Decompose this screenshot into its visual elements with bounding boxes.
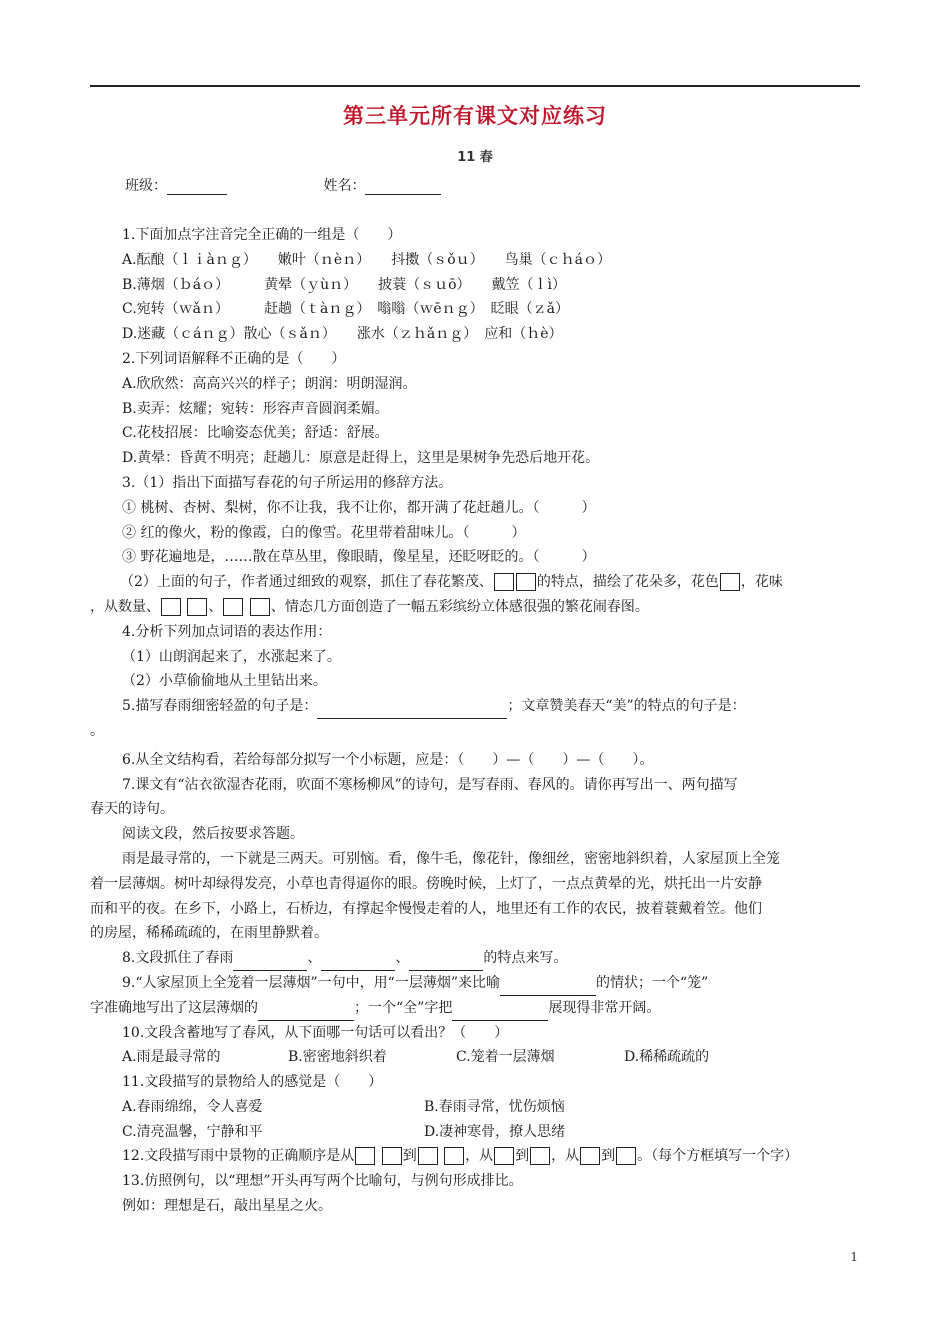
q2-option-d: D.黄晕：昏黄不明亮；赶趟儿：原意是赶得上，这里是果树争先恐后地开花。 [122, 450, 600, 467]
q1-option-d: D.迷藏（ｃáｎｇ）散心（ｓǎｎ） 涨水（ｚｈǎｎｇ） 应和（ｈè） [122, 326, 563, 343]
class-blank[interactable] [167, 180, 227, 195]
q12-text-g: 。（每个方框填写一个字） [637, 1148, 799, 1165]
q3-part2-text-b: 的特点，描绘了花朵多，花色 [536, 574, 719, 591]
q3-part2-line2 [90, 595, 862, 620]
answer-blank[interactable] [321, 955, 395, 971]
q11-option-c: C.清亮温馨，宁静和平 [122, 1123, 263, 1140]
q5-text-a: 5.描写春雨细密轻盈的句子是： [122, 698, 318, 715]
q9-text-e: 展现得非常开阔。 [548, 999, 661, 1016]
answer-box[interactable] [616, 1147, 636, 1165]
q3-part2-text-e: 、 [208, 598, 223, 615]
answer-box[interactable] [187, 598, 207, 616]
q3-part2-line1 [120, 570, 862, 595]
q10-option-a: A.雨是最寻常的 [122, 1049, 221, 1066]
answer-box[interactable] [720, 573, 740, 591]
answer-blank[interactable] [409, 955, 483, 971]
q10-stem: 10.文段含蓄地写了春风，从下面哪一句话可以看出？（ ） [122, 1024, 509, 1041]
q13-line: 13.仿照例句，以“理想”开头再写两个比喻句，与例句形成排比。 [122, 1173, 523, 1190]
q9-line-2 [90, 996, 862, 1021]
q4-stem: 4.分析下列加点词语的表达作用： [122, 623, 332, 640]
answer-blank[interactable] [233, 955, 307, 971]
q9-text-d: ；一个“全”字把 [354, 999, 453, 1016]
q1-stem: 1.下面加点字注音完全正确的一组是（ ） [122, 227, 402, 243]
q9-text-b: 的情状；一个“笼” [596, 974, 709, 991]
answer-box[interactable] [494, 1147, 514, 1165]
q1-option-b: B.薄烟（ｂáｏ） 黄晕（ｙùｎ） 披蓑（ｓｕō） 戴笠（ｌì） [122, 276, 567, 293]
q11-stem: 11.文段描写的景物给人的感觉是（ ） [122, 1074, 383, 1091]
q12-text-d: 到 [515, 1148, 530, 1165]
passage-line-2: 着一层薄烟。树叶却绿得发亮，小草也青得逼你的眼。傍晚时候，上灯了，一点点黄晕的光，烘托出一片安静 [90, 875, 762, 892]
q5-text-b: ；文章赞美春天“美”的特点的句子是： [507, 698, 746, 715]
passage-line-4: 的房屋，稀稀疏疏的，在雨里静默着。 [90, 925, 328, 942]
q8-text-d: 的特点来写。 [483, 950, 568, 967]
q5-end: 。 [90, 722, 104, 739]
q2-option-c: C.花枝招展：比喻姿态优美；舒适：舒展。 [122, 425, 389, 442]
q4-item-1: （1）山朗润起来了，水涨起来了。 [122, 648, 341, 665]
q3-sentence-2: ② 红的像火，粉的像霞，白的像雪。花里带着甜味儿。（ ） [122, 524, 526, 541]
q3-stem: 3.（1）指出下面描写春花的句子所运用的修辞方法。 [122, 474, 453, 491]
q8-text-a: 8.文段抓住了春雨 [122, 950, 234, 967]
q7-line-1: 7.课文有“沾衣欲湿杏花雨，吹面不寒杨柳风”的诗句，是写春雨、春风的。请你再写出一、两句描写 [122, 776, 738, 793]
answer-box[interactable] [580, 1147, 600, 1165]
name-blank[interactable] [365, 180, 441, 195]
answer-box[interactable] [250, 598, 270, 616]
class-field [125, 175, 227, 195]
answer-box[interactable] [494, 573, 514, 591]
q12-line [122, 1144, 862, 1169]
q3-part2-text-f: 、情态几方面创造了一幅五彩缤纷立体感很强的繁花闹春图。 [270, 598, 649, 615]
q9-line-1 [122, 971, 862, 996]
q7-line-2: 春天的诗句。 [90, 801, 174, 818]
answer-box[interactable] [161, 598, 181, 616]
name-field [323, 175, 441, 195]
answer-blank[interactable] [500, 980, 596, 996]
answer-box[interactable] [444, 1147, 464, 1165]
q4-item-2: （2）小草偷偷地从土里钻出来。 [122, 673, 327, 690]
name-label: 姓名： [323, 178, 366, 194]
q3-part2-text-a: （2）上面的句子，作者通过细致的观察，抓住了春花繁茂、 [120, 574, 493, 591]
lesson-title: 11 春 [457, 150, 493, 165]
answer-box[interactable] [530, 1147, 550, 1165]
top-rule [90, 85, 860, 87]
answer-blank[interactable] [258, 1005, 354, 1021]
passage-line-3: 而和平的夜。在乡下，小路上，石桥边，有撑起伞慢慢走着的人，地里还有工作的农民，披着蓑戴着笠。他们 [90, 900, 762, 917]
q12-text-a: 12.文段描写雨中景物的正确顺序是从 [122, 1148, 355, 1165]
q11-option-a: A.春雨绵绵，令人喜爱 [122, 1098, 263, 1115]
q8-text-b: 、 [307, 950, 322, 967]
q10-option-c: C.笼着一层薄烟 [456, 1049, 555, 1066]
answer-box[interactable] [223, 598, 243, 616]
q9-text-c: 字准确地写出了这层薄烟的 [90, 999, 258, 1016]
q2-stem: 2.下列词语解释不正确的是（ ） [122, 350, 346, 367]
class-label: 班级： [125, 178, 167, 194]
q1-option-a: A.酝酿（ｌｉàｎｇ） 嫩叶（ｎèｎ） 抖擞（ｓǒｕ） 鸟巢（ｃｈáｏ） [122, 251, 611, 268]
q10-options [122, 1045, 862, 1070]
q12-text-f: 到 [601, 1148, 616, 1165]
answer-box[interactable] [355, 1147, 375, 1165]
q12-text-e: ，从 [551, 1148, 580, 1165]
page-number: 1 [850, 1250, 858, 1264]
q12-text-c: ，从 [465, 1148, 494, 1165]
student-info [125, 175, 493, 195]
answer-box[interactable] [418, 1147, 438, 1165]
page-title: 第三单元所有课文对应练习 [343, 104, 607, 128]
q2-option-a: A.欣欣然：高高兴兴的样子；朗润：明朗湿润。 [122, 375, 417, 392]
q11-options-row-2 [122, 1120, 862, 1145]
q3-sentence-1: ① 桃树、杏树、梨树，你不让我，我不让你，都开满了花赶趟儿。（ ） [122, 499, 596, 516]
q1-option-c: C.宛转（ｗǎｎ） 赶趟（ｔàｎｇ） 嗡嗡（ｗēｎｇ） 眨眼（ｚǎ） [122, 301, 569, 318]
answer-box[interactable] [516, 573, 536, 591]
q12-text-b: 到 [402, 1148, 417, 1165]
q8-text-c: 、 [395, 950, 410, 967]
q6-line: 6.从全文结构看，若给每部分拟写一个小标题，应是：（ ）—（ ）—（ ）。 [122, 751, 654, 768]
answer-blank[interactable] [317, 703, 507, 719]
example-line: 例如：理想是石，敲出星星之火。 [122, 1198, 332, 1215]
q3-sentence-3: ③ 野花遍地是，……散在草丛里，像眼睛，像星星，还眨呀眨的。（ ） [122, 549, 596, 566]
passage-line-1: 雨是最寻常的，一下就是三两天。可别恼。看，像牛毛，像花针，像细丝，密密地斜织着，人家屋顶上全笼 [122, 850, 780, 867]
q11-option-b: B.春雨寻常，忧伤烦恼 [424, 1098, 565, 1115]
q11-option-d: D.凄神寒骨，撩人思绪 [424, 1123, 566, 1140]
worksheet-body [90, 223, 862, 1219]
q8-line [122, 946, 862, 971]
q10-option-d: D.稀稀疏疏的 [624, 1049, 710, 1066]
q5-line [122, 694, 862, 719]
answer-box[interactable] [382, 1147, 402, 1165]
q3-part2-text-d: ，从数量、 [90, 598, 160, 615]
q10-option-b: B.密密地斜织着 [288, 1049, 387, 1066]
q3-part2-text-c: ，花味 [740, 574, 783, 591]
reading-intro: 阅读文段，然后按要求答题。 [122, 826, 304, 843]
answer-blank[interactable] [452, 1005, 548, 1021]
q9-text-a: 9.“人家屋顶上全笼着一层薄烟”一句中，用“一层薄烟”来比喻 [122, 974, 500, 991]
q11-options-row-1 [122, 1095, 862, 1120]
q2-option-b: B.卖弄：炫耀；宛转：形容声音圆润柔媚。 [122, 400, 389, 417]
